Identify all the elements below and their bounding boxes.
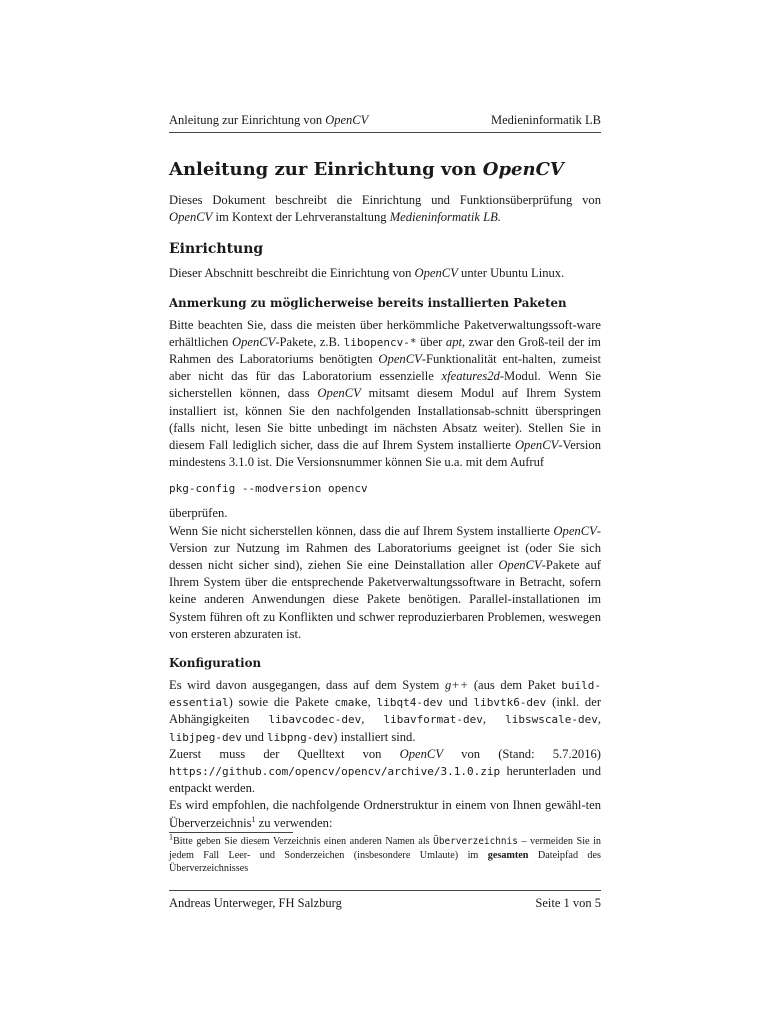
header-right: Medieninformatik LB xyxy=(490,113,601,127)
footnote-rule xyxy=(169,832,293,833)
document-title: Anleitung zur Einrichtung von OpenCV xyxy=(169,159,564,180)
konfiguration-paragraph-3: Es wird empfohlen, die nachfolgende Ordnerstruktur in einem von Ihnen gewähl-ten Überverzeichnis$^1$ zu verwenden: xyxy=(169,798,601,830)
footer-author: Andreas Unterweger, FH Salzburg xyxy=(169,896,342,910)
ueberpruefen-line: überprüfen. xyxy=(169,506,228,521)
footnote-reference[interactable]: 1 xyxy=(251,814,256,824)
header-left: Anleitung zur Einrichtung von OpenCV xyxy=(169,113,369,127)
footer-page-number: Seite 1 von 5 xyxy=(535,896,601,910)
intro-paragraph: Dieses Dokument beschreibt die Einrichtung und Funktionsüberprüfung von OpenCV im Kontext der Lehrveranstaltung Medieninformatik LB. xyxy=(169,193,601,225)
deinstallation-paragraph: Wenn Sie nicht sicherstellen können, dass die auf Ihrem System installierte OpenCV-Version zur Nutzung im Rahmen des Laboratoriums geeignet ist (oder Sie sich dessen nicht sicher sind), ziehen Sie eine Deinstallation aller OpenCV-Pakete auf Ihrem System über die entsprechende Paketverwaltungssoftware in Betracht, sofern keine anderen Anwendungen diese Pakete benötigen. Parallel-installationen im System führen oft zu Konflikten und schwer reproduzierbaren Problemen, weswegen von ersteren abzuraten ist. xyxy=(169,523,601,641)
footer-rule xyxy=(169,890,601,891)
page-content xyxy=(169,158,601,876)
page-header xyxy=(169,113,601,128)
header-rule xyxy=(169,132,601,133)
anmerkung-paragraph: Bitte beachten Sie, dass die meisten über herkömmliche Paketverwaltungssoft-ware erhältlichen OpenCV-Pakete, z.B. libopencv-* über apt, zwar den Groß-teil der im Rahmen des Laboratoriums benötigten OpenCV-Funktionalität ent-halten, zumeist aber nicht das für das Laboratorium essenzielle xfeatures2d-Modul. Wenn Sie sicherstellen können, dass OpenCV mitsamt diesem Modul auf Ihrem System installiert ist, können Sie den nachfolgenden Installationsab-schnitt überspringen (falls nicht, lesen Sie bitte unbedingt im nächsten Absatz weiter). Stellen Sie in diesem Fall lediglich sicher, dass die auf Ihrem System installierte OpenCV-Version mindestens 3.1.0 ist. Die Versionsnummer können Sie u.a. mit dem Aufruf xyxy=(169,317,602,470)
section-einrichtung-paragraph: Dieser Abschnitt beschreibt die Einrichtung von OpenCV unter Ubuntu Linux. xyxy=(169,266,565,281)
konfiguration-paragraph-1: Es wird davon ausgegangen, dass auf dem System g++ (aus dem Paket build-essential) sowie die Pakete cmake, libqt4-dev und libvtk6-dev (inkl. der Abhängigkeiten libavcodec-dev, libavformat-dev, libswscale-dev, libjpeg-dev und libpng-dev) installiert sind. xyxy=(169,678,602,744)
section-heading-einrichtung: Einrichtung xyxy=(169,241,264,258)
command-code-block: pkg-config --modversion opencv xyxy=(169,482,368,496)
page-footer xyxy=(169,896,601,911)
source-url-link[interactable]: https://github.com/opencv/opencv/archive/3.1.0.zip xyxy=(169,765,501,779)
konfiguration-paragraph-2: Zuerst muss der Quelltext von OpenCV von (Stand: 5.7.2016) https://github.com/opencv/opencv/archive/3.1.0.zip herunterladen und entpackt werden. xyxy=(169,746,601,796)
subsection-heading-konfiguration: Konfiguration xyxy=(169,656,262,671)
footnote: $^1$Bitte geben Sie diesem Verzeichnis einen anderen Namen als Überverzeichnis – vermeiden Sie in jedem Fall Leer- und Sonderzeichen (insbesondere Umlaute) im gesamten Dateipfad des Überverzeichnisses xyxy=(169,832,601,875)
subsection-heading-anmerkung: Anmerkung zu möglicherweise bereits installierten Paketen xyxy=(169,295,567,310)
